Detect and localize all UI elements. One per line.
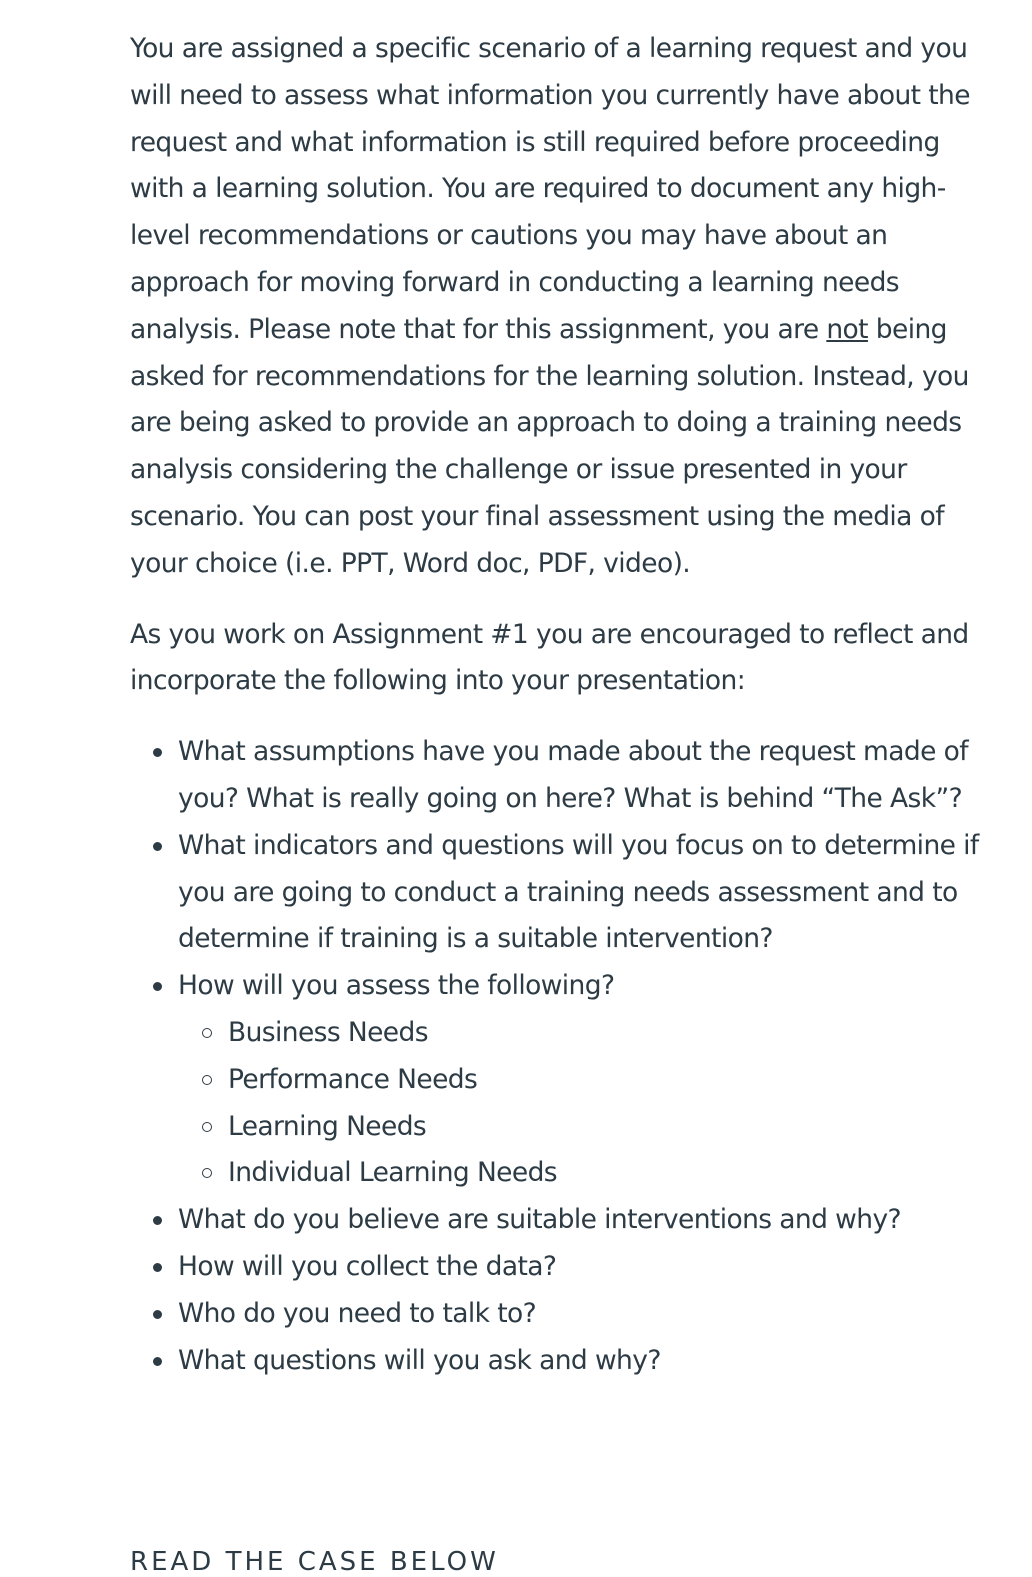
paragraph-text-part-2: being asked for recommendations for the learning solution. Instead, you are being asked to provide an approach to doing a training needs analysis considering the challenge or issue presented in your scenario. You can post your final assessment using the media of your choice (i.e. PPT, Word doc, PDF, video).: [130, 313, 969, 579]
needs-sub-list: [178, 1010, 998, 1197]
list-item-text: What indicators and questions will you focus on to determine if you are going to conduct a training needs assessment and to determine if training is a suitable intervention?: [178, 829, 979, 955]
circle-bullet-icon: [202, 1028, 212, 1038]
list-item-text: How will you assess the following?: [178, 970, 615, 1002]
circle-bullet-icon: [202, 1075, 212, 1085]
list-item-text: What assumptions have you made about the request made of you? What is really going on here? What is behind “The Ask”?: [178, 736, 968, 814]
list-item-text: What questions will you ask and why?: [178, 1344, 661, 1376]
list-item: [178, 1338, 998, 1385]
sub-list-item-text: Business Needs: [228, 1016, 428, 1048]
paragraph-instructions: [130, 26, 1000, 588]
bullet-icon: [153, 842, 162, 851]
list-item: [178, 1197, 998, 1244]
sub-list-item: [228, 1150, 998, 1197]
bullet-icon: [153, 1357, 162, 1366]
list-item-text: Who do you need to talk to?: [178, 1297, 537, 1329]
bullet-icon: [153, 1263, 162, 1272]
bullet-icon: [153, 1310, 162, 1319]
underlined-not: not: [826, 313, 868, 345]
list-item: [178, 963, 998, 1197]
sub-list-item: [228, 1104, 998, 1151]
list-item: [178, 1244, 998, 1291]
list-item-text: What do you believe are suitable interventions and why?: [178, 1204, 901, 1236]
sub-list-item-text: Individual Learning Needs: [228, 1157, 558, 1189]
sub-list-item-text: Learning Needs: [228, 1110, 427, 1142]
cutoff-heading: READ THE CASE BELOW: [130, 1547, 499, 1577]
paragraph-reflect: As you work on Assignment #1 you are encouraged to reflect and incorporate the following into your presentation:: [130, 618, 969, 697]
bullet-icon: [153, 1216, 162, 1225]
list-item: [178, 729, 998, 823]
list-item: [178, 1291, 998, 1338]
assignment-content: [130, 26, 1010, 1384]
paragraph-text-part-1: You are assigned a specific scenario of a learning request and you will need to assess what information you currently have about the request and what information is still required before proceeding with a learning solution. You are required to document any high-level recommendations or cautions you may have about an approach for moving forward in conducting a learning needs analysis. Please note that for this assignment, you are: [130, 33, 970, 345]
sub-list-item: [228, 1010, 998, 1057]
circle-bullet-icon: [202, 1122, 212, 1132]
sub-list-item-text: Performance Needs: [228, 1063, 478, 1095]
list-item-text: How will you collect the data?: [178, 1250, 557, 1282]
bullet-icon: [153, 982, 162, 991]
reflection-bullet-list: [130, 729, 998, 1384]
sub-list-item: [228, 1057, 998, 1104]
list-item: [178, 823, 998, 963]
circle-bullet-icon: [202, 1168, 212, 1178]
bullet-icon: [153, 748, 162, 757]
